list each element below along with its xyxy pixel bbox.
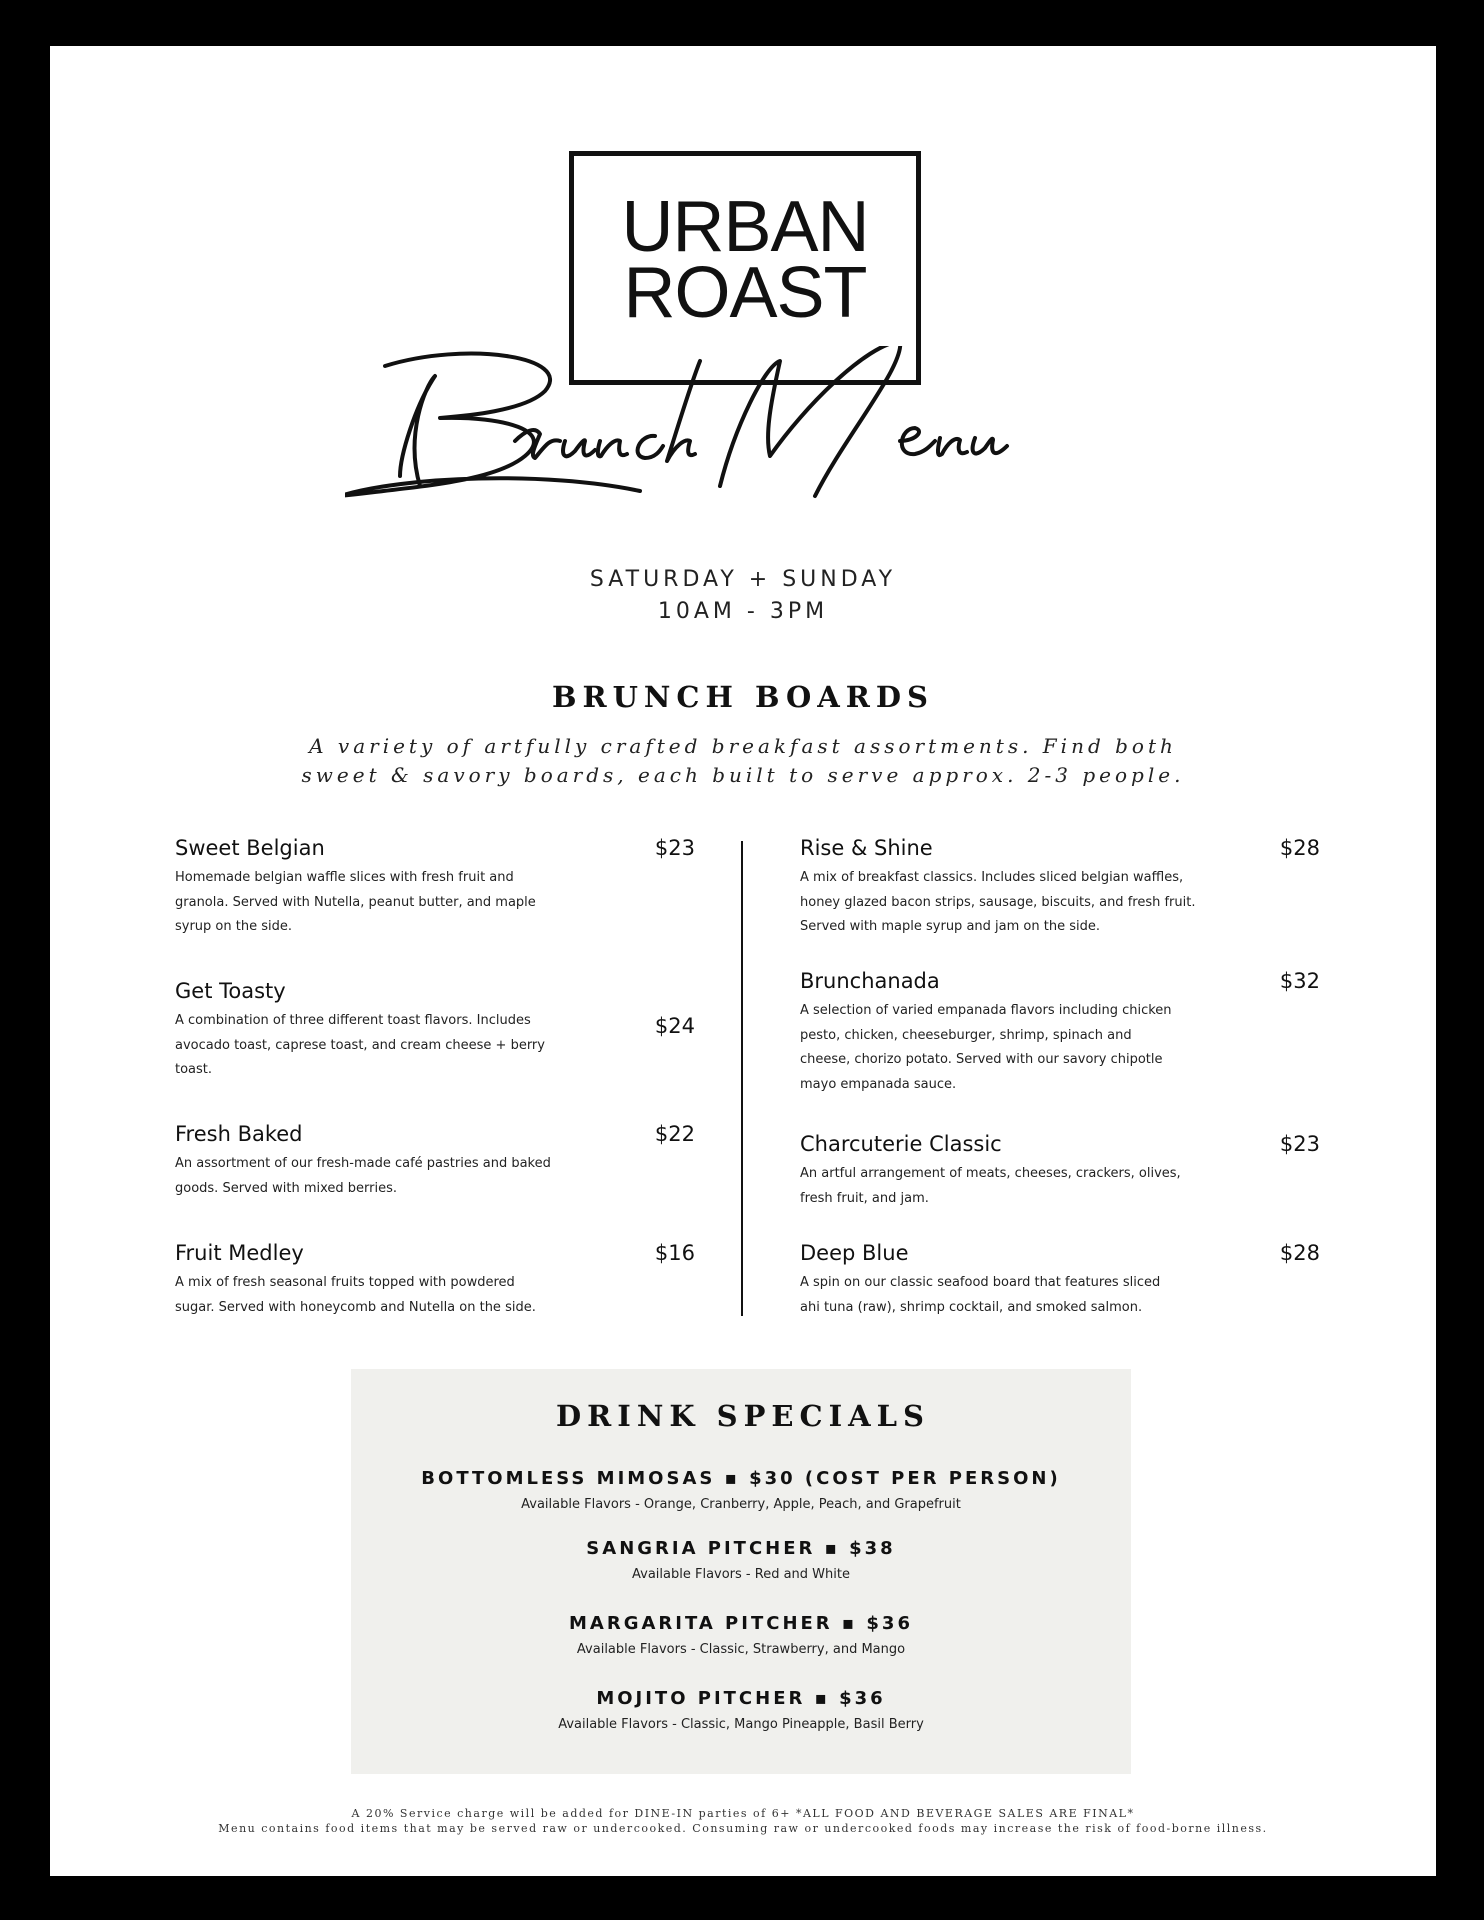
item-price: $28 [1279, 1241, 1320, 1265]
item-name: Fresh Baked [175, 1122, 303, 1146]
item-price: $24 [654, 1014, 695, 1038]
item-description-line: A selection of varied empanada flavors including chicken [800, 1003, 1172, 1018]
item-description-line: toast. [175, 1062, 213, 1077]
logo-line-1: URBAN [621, 187, 869, 267]
item-description [800, 1271, 1250, 1320]
item-price: $22 [654, 1122, 695, 1146]
item-description-line: A combination of three different toast flavors. Includes [175, 1013, 531, 1028]
item-description-line: goods. Served with mixed berries. [175, 1180, 398, 1196]
item-description-line: ahi tuna (raw), shrimp cocktail, and smoked salmon. [800, 1299, 1143, 1315]
drink-name: BOTTOMLESS MIMOSAS ▪ $30 (COST PER PERSON) [421, 1468, 1061, 1489]
drink-flavors: Available Flavors - Red and White [632, 1567, 850, 1582]
footer-line-1: A 20% Service charge will be added for DINE-IN parties of 6+ *ALL FOOD AND BEVERAGE SALES ARE FINAL* [351, 1807, 1135, 1820]
hours-time: 10AM - 3PM [657, 599, 829, 624]
drink-special [351, 1468, 1131, 1512]
logo-line-2: ROAST [623, 253, 867, 333]
item-description-line: A mix of breakfast classics. Includes sliced belgian waffles, [800, 870, 1184, 885]
item-description [175, 1152, 605, 1201]
drink-special [351, 1538, 1131, 1582]
item-price: $28 [1279, 836, 1320, 860]
item-name: Get Toasty [175, 979, 286, 1003]
drink-special [351, 1613, 1131, 1657]
item-description [800, 1162, 1250, 1211]
drink-name: SANGRIA PITCHER ▪ $38 [586, 1538, 896, 1559]
item-description-line: pesto, chicken, cheeseburger, shrimp, spinach and [800, 1027, 1132, 1043]
item-description-line: avocado toast, caprese toast, and cream cheese + berry [175, 1037, 545, 1053]
drink-flavors: Available Flavors - Classic, Strawberry, and Mango [576, 1642, 906, 1657]
section-title-drink-specials: DRINK SPECIALS [556, 1399, 930, 1433]
item-description-line: An artful arrangement of meats, cheeses, crackers, olives, [800, 1166, 1181, 1181]
hours [50, 564, 1436, 628]
item-name: Deep Blue [800, 1241, 909, 1265]
item-description [800, 999, 1250, 1097]
drink-name: MOJITO PITCHER ▪ $36 [596, 1688, 886, 1709]
item-description-line: honey glazed bacon strips, sausage, biscuits, and fresh fruit. [800, 894, 1196, 910]
item-name: Rise & Shine [800, 836, 933, 860]
item-price: $32 [1279, 969, 1320, 993]
item-name: Charcuterie Classic [800, 1132, 1002, 1156]
drink-name: MARGARITA PITCHER ▪ $36 [569, 1613, 913, 1634]
item-price: $23 [1279, 1132, 1320, 1156]
footer-disclaimer [50, 1806, 1436, 1836]
item-description-line: fresh fruit, and jam. [800, 1190, 929, 1206]
item-description [800, 866, 1250, 940]
item-price: $23 [654, 836, 695, 860]
item-description [175, 866, 595, 940]
item-description-line: cheese, chorizo potato. Served with our savory chipotle [800, 1052, 1163, 1067]
item-description-line: mayo empanada sauce. [800, 1076, 957, 1092]
footer-line-2: Menu contains food items that may be served raw or undercooked. Consuming raw or undercooked foods may increase the risk of food-borne illness. [218, 1822, 1268, 1835]
menu-page [50, 46, 1436, 1876]
item-description-line: sugar. Served with honeycomb and Nutella on the side. [175, 1299, 536, 1315]
drink-flavors: Available Flavors - Classic, Mango Pineapple, Basil Berry [558, 1717, 924, 1732]
logo-text [574, 187, 916, 333]
item-description [175, 1271, 595, 1320]
item-name: Brunchanada [800, 969, 940, 993]
column-divider [741, 841, 743, 1316]
item-description-line: An assortment of our fresh-made café pastries and baked [175, 1156, 551, 1171]
item-description-line: Served with maple syrup and jam on the side. [800, 919, 1100, 934]
drink-special [351, 1688, 1131, 1732]
brunch-menu-script-logo [345, 346, 1145, 566]
item-description-line: A mix of fresh seasonal fruits topped with powdered [175, 1275, 515, 1290]
item-name: Fruit Medley [175, 1241, 304, 1265]
item-description-line: A spin on our classic seafood board that features sliced [800, 1275, 1161, 1290]
item-price: $16 [654, 1241, 695, 1265]
section-title-brunch-boards: BRUNCH BOARDS [552, 680, 934, 714]
boards-description [50, 732, 1436, 790]
item-description-line: syrup on the side. [175, 919, 292, 934]
item-name: Sweet Belgian [175, 836, 325, 860]
boards-description-line-1: A variety of artfully crafted breakfast assortments. Find both [309, 734, 1177, 758]
hours-days: SATURDAY + SUNDAY [589, 567, 897, 592]
item-description [175, 1009, 595, 1083]
item-description-line: granola. Served with Nutella, peanut butter, and maple [175, 894, 536, 910]
drink-flavors: Available Flavors - Orange, Cranberry, Apple, Peach, and Grapefruit [521, 1497, 961, 1512]
item-description-line: Homemade belgian waffle slices with fresh fruit and [175, 870, 514, 885]
boards-description-line-2: sweet & savory boards, each built to serve approx. 2-3 people. [301, 763, 1185, 787]
